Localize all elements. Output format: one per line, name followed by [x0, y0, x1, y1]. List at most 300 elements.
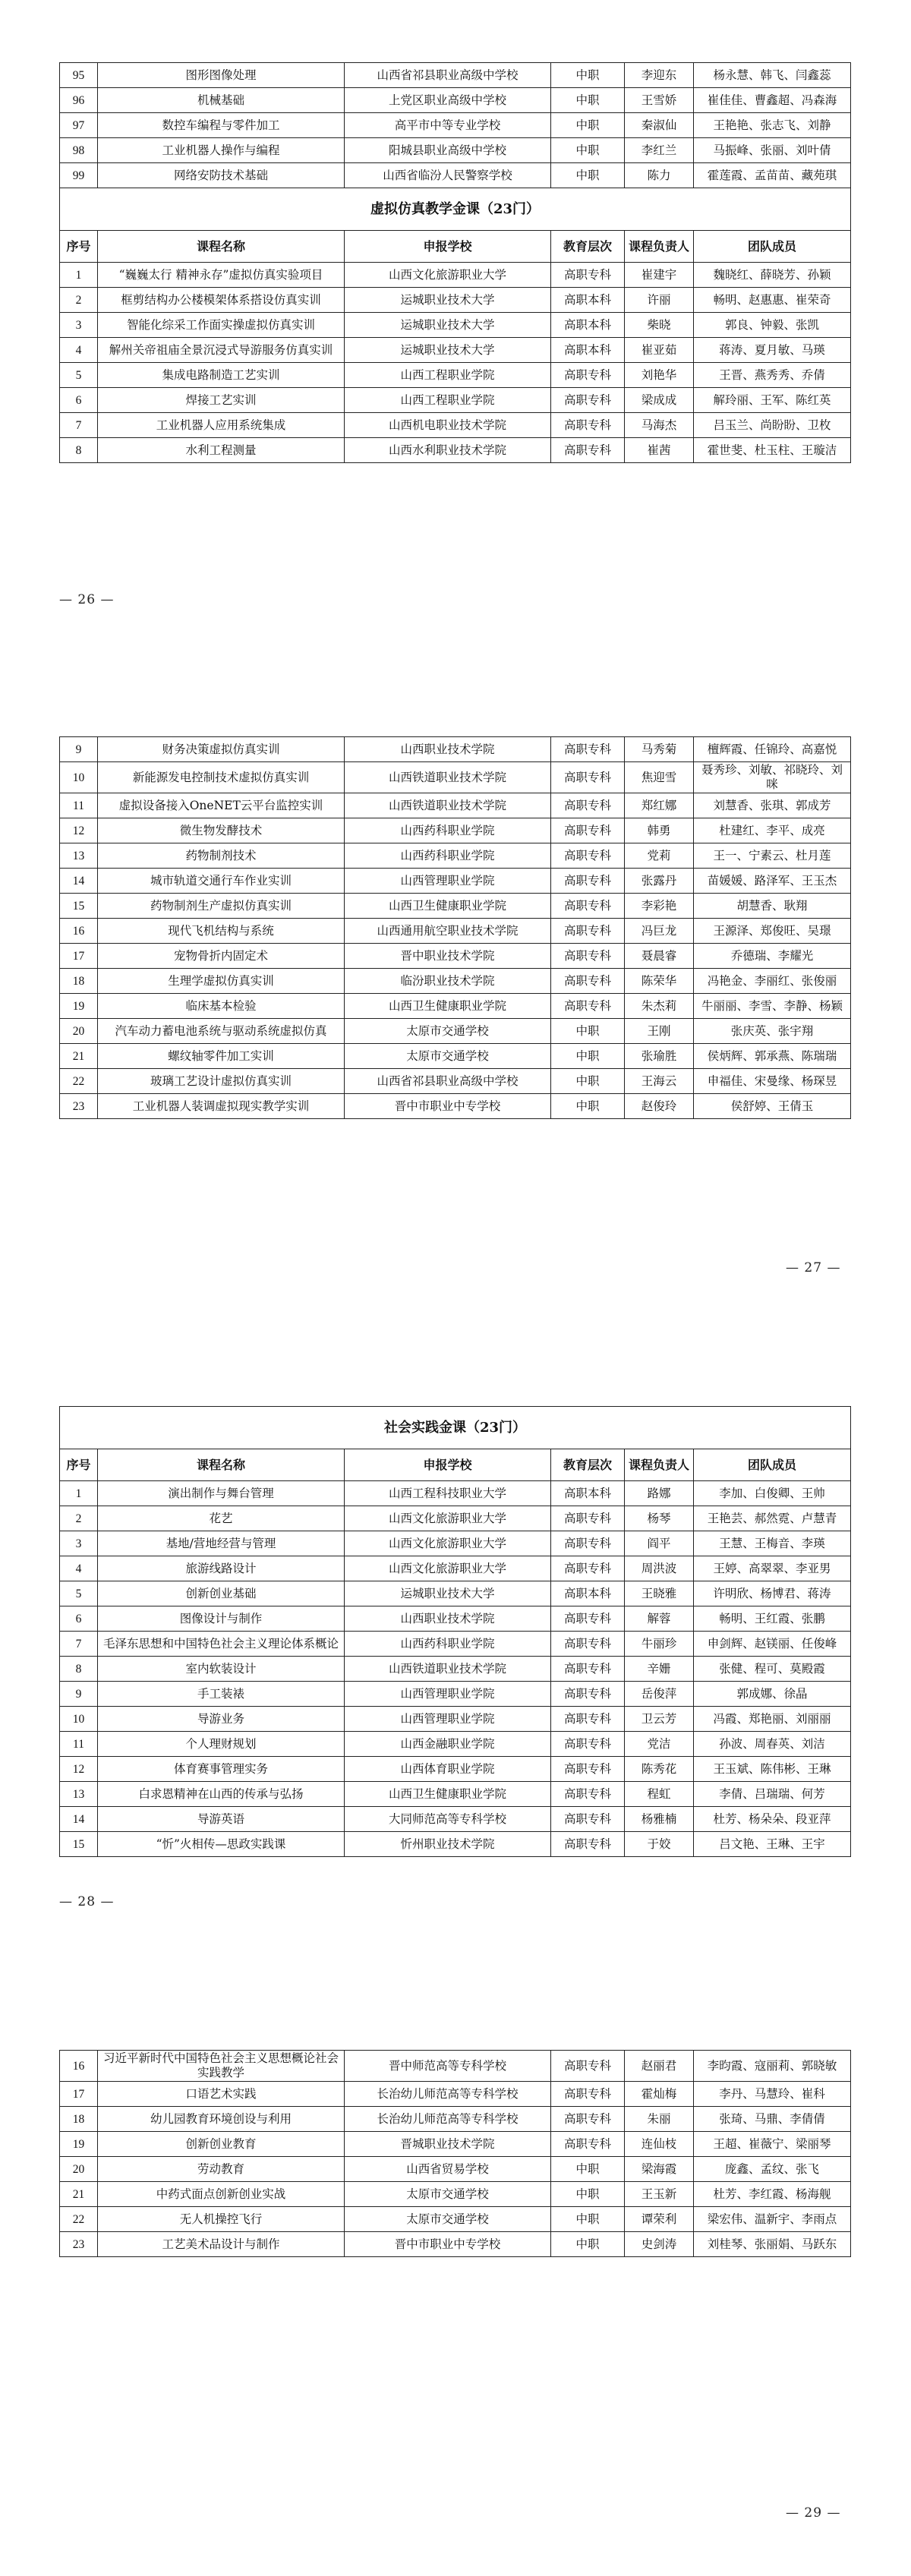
- col-header-course: 课程名称: [98, 1449, 345, 1481]
- cell-school: 长治幼儿师范高等专科学校: [345, 2107, 551, 2132]
- cell-school: 山西管理职业学院: [345, 869, 551, 894]
- cell-school: 山西管理职业学院: [345, 1682, 551, 1707]
- cell-school: 山西省贸易学校: [345, 2157, 551, 2182]
- cell-team: 申福佳、宋曼缘、杨琛昱: [694, 1069, 851, 1094]
- cell-leader: 张瑜胜: [625, 1044, 694, 1069]
- cell-team: 王艳艳、张志飞、刘静: [694, 113, 851, 138]
- cell-course: 水利工程测量: [98, 438, 345, 463]
- cell-school: 太原市交通学校: [345, 2182, 551, 2207]
- table-row: [60, 2082, 851, 2107]
- cell-school: 晋中师范高等专科学校: [345, 2051, 551, 2082]
- cell-leader: 朱杰莉: [625, 994, 694, 1019]
- cell-leader: 于姣: [625, 1832, 694, 1857]
- page-number-28: — 28 —: [59, 1894, 115, 1909]
- cell-team: 乔德瑞、李耀光: [694, 944, 851, 969]
- cell-level: 高职本科: [551, 1581, 625, 1606]
- col-header-level: 教育层次: [551, 231, 625, 263]
- cell-team: 申剑辉、赵镁丽、任俊峰: [694, 1632, 851, 1657]
- cell-team: 冯艳金、李丽红、张俊丽: [694, 969, 851, 994]
- cell-level: 高职专科: [551, 2082, 625, 2107]
- cell-team: 杜芳、李红霞、杨海舰: [694, 2182, 851, 2207]
- page-28: [59, 1406, 850, 1857]
- cell-team: 霍世斐、杜玉柱、王璇洁: [694, 438, 851, 463]
- cell-no: 1: [60, 1481, 98, 1506]
- cell-team: 郭成娜、徐晶: [694, 1682, 851, 1707]
- cell-leader: 连仙枝: [625, 2132, 694, 2157]
- table-row: [60, 2207, 851, 2232]
- cell-school: 山西文化旅游职业大学: [345, 1556, 551, 1581]
- course-table-social-practice-part2: [59, 2050, 851, 2257]
- cell-level: 高职专科: [551, 843, 625, 869]
- cell-leader: 赵丽君: [625, 2051, 694, 2082]
- cell-school: 大同师范高等专科学校: [345, 1807, 551, 1832]
- cell-no: 19: [60, 2132, 98, 2157]
- cell-school: 晋城职业技术学院: [345, 2132, 551, 2157]
- cell-school: 山西工程科技职业大学: [345, 1481, 551, 1506]
- cell-no: 22: [60, 2207, 98, 2232]
- cell-leader: 郑红娜: [625, 793, 694, 818]
- cell-leader: 党莉: [625, 843, 694, 869]
- cell-school: 山西铁道职业技术学院: [345, 1657, 551, 1682]
- cell-no: 8: [60, 1657, 98, 1682]
- cell-level: 高职专科: [551, 1682, 625, 1707]
- table-row: [60, 2107, 851, 2132]
- cell-no: 6: [60, 388, 98, 413]
- cell-no: 3: [60, 1531, 98, 1556]
- cell-school: 山西药科职业学院: [345, 818, 551, 843]
- cell-team: 侯舒婷、王倩玉: [694, 1094, 851, 1119]
- table-row: [60, 1707, 851, 1732]
- table-row: [60, 438, 851, 463]
- table-row: [60, 1832, 851, 1857]
- cell-team: 苗媛媛、路泽军、王玉杰: [694, 869, 851, 894]
- table-row: [60, 1506, 851, 1531]
- table-row: [60, 1581, 851, 1606]
- cell-course: 习近平新时代中国特色社会主义思想概论社会实践教学: [98, 2051, 345, 2082]
- cell-no: 7: [60, 1632, 98, 1657]
- cell-course: “巍巍太行 精神永存”虚拟仿真实验项目: [98, 263, 345, 288]
- course-table-social-practice-part1: [59, 1406, 851, 1857]
- cell-team: 崔佳佳、曹鑫超、冯森海: [694, 88, 851, 113]
- cell-no: 5: [60, 1581, 98, 1606]
- cell-level: 高职本科: [551, 1481, 625, 1506]
- cell-leader: 焦迎雪: [625, 762, 694, 793]
- table-row: [60, 1531, 851, 1556]
- cell-leader: 刘艳华: [625, 363, 694, 388]
- cell-team: 聂秀珍、刘敏、祁晓玲、刘咪: [694, 762, 851, 793]
- cell-no: 99: [60, 163, 98, 188]
- table-row: [60, 762, 851, 793]
- cell-course: 焊接工艺实训: [98, 388, 345, 413]
- cell-leader: 崔亚茹: [625, 338, 694, 363]
- cell-level: 中职: [551, 2232, 625, 2257]
- cell-course: 解州关帝祖庙全景沉浸式导游服务仿真实训: [98, 338, 345, 363]
- cell-school: 山西省祁县职业高级中学校: [345, 1069, 551, 1094]
- cell-no: 20: [60, 2157, 98, 2182]
- cell-level: 高职专科: [551, 2107, 625, 2132]
- table-row: [60, 1044, 851, 1069]
- cell-level: 高职专科: [551, 762, 625, 793]
- cell-team: 吕文艳、王琳、王宇: [694, 1832, 851, 1857]
- header-row: [60, 231, 851, 263]
- cell-leader: 柴晓: [625, 313, 694, 338]
- table-row: [60, 2051, 851, 2082]
- cell-school: 运城职业技术大学: [345, 313, 551, 338]
- cell-team: 王超、崔薇宁、梁丽琴: [694, 2132, 851, 2157]
- cell-school: 太原市交通学校: [345, 1044, 551, 1069]
- cell-team: 檀辉霞、任锦玲、高嘉悦: [694, 737, 851, 762]
- cell-team: 刘慧香、张琪、郭成芳: [694, 793, 851, 818]
- cell-school: 山西文化旅游职业大学: [345, 1506, 551, 1531]
- cell-leader: 秦淑仙: [625, 113, 694, 138]
- cell-no: 12: [60, 1757, 98, 1782]
- table-row: [60, 113, 851, 138]
- cell-no: 2: [60, 1506, 98, 1531]
- page-26: [59, 62, 850, 463]
- cell-no: 22: [60, 1069, 98, 1094]
- cell-school: 运城职业技术大学: [345, 288, 551, 313]
- table-row: [60, 1632, 851, 1657]
- cell-level: 高职专科: [551, 2132, 625, 2157]
- table-row: [60, 1094, 851, 1119]
- cell-no: 96: [60, 88, 98, 113]
- table-row: [60, 894, 851, 919]
- cell-course: 现代飞机结构与系统: [98, 919, 345, 944]
- cell-school: 晋中市职业中专学校: [345, 1094, 551, 1119]
- cell-course: 宠物骨折内固定术: [98, 944, 345, 969]
- cell-course: 毛泽东思想和中国特色社会主义理论体系概论: [98, 1632, 345, 1657]
- cell-no: 20: [60, 1019, 98, 1044]
- cell-no: 23: [60, 2232, 98, 2257]
- table-row: [60, 1682, 851, 1707]
- cell-team: 杜建红、李平、成亮: [694, 818, 851, 843]
- table-row: [60, 1782, 851, 1807]
- cell-level: 中职: [551, 163, 625, 188]
- page-27: [59, 736, 850, 1119]
- cell-no: 14: [60, 1807, 98, 1832]
- cell-school: 山西职业技术学院: [345, 737, 551, 762]
- table-row: [60, 363, 851, 388]
- cell-leader: 王海云: [625, 1069, 694, 1094]
- cell-team: 王一、宁素云、杜月莲: [694, 843, 851, 869]
- cell-level: 高职专科: [551, 413, 625, 438]
- cell-level: 高职专科: [551, 363, 625, 388]
- section-title: 社会实践金课（23门）: [60, 1407, 851, 1449]
- cell-level: 中职: [551, 1094, 625, 1119]
- cell-leader: 王玉新: [625, 2182, 694, 2207]
- cell-leader: 冯巨龙: [625, 919, 694, 944]
- col-header-team: 团队成员: [694, 231, 851, 263]
- cell-team: 李加、白俊卿、王帅: [694, 1481, 851, 1506]
- course-table-virtual-sim-part2: [59, 736, 851, 1119]
- cell-school: 山西卫生健康职业学院: [345, 894, 551, 919]
- cell-team: 张健、程可、莫殿霞: [694, 1657, 851, 1682]
- cell-team: 庞鑫、孟纹、张飞: [694, 2157, 851, 2182]
- cell-team: 王晋、燕秀秀、乔倩: [694, 363, 851, 388]
- cell-team: 蒋涛、夏月敏、马瑛: [694, 338, 851, 363]
- cell-school: 山西卫生健康职业学院: [345, 1782, 551, 1807]
- cell-level: 高职专科: [551, 1732, 625, 1757]
- cell-level: 高职专科: [551, 438, 625, 463]
- table-row: [60, 263, 851, 288]
- cell-course: 临床基本检验: [98, 994, 345, 1019]
- cell-level: 高职本科: [551, 288, 625, 313]
- cell-course: 口语艺术实践: [98, 2082, 345, 2107]
- cell-team: 李丹、马慧玲、崔科: [694, 2082, 851, 2107]
- cell-course: 幼儿园教育环境创设与利用: [98, 2107, 345, 2132]
- cell-team: 杜芳、杨朵朵、段亚萍: [694, 1807, 851, 1832]
- table-row: [60, 843, 851, 869]
- section-title-row: [60, 1407, 851, 1449]
- cell-no: 1: [60, 263, 98, 288]
- cell-course: 生理学虚拟仿真实训: [98, 969, 345, 994]
- cell-level: 高职专科: [551, 1807, 625, 1832]
- cell-school: 山西通用航空职业技术学院: [345, 919, 551, 944]
- col-header-course: 课程名称: [98, 231, 345, 263]
- cell-school: 上党区职业高级中学校: [345, 88, 551, 113]
- cell-course: 城市轨道交通行车作业实训: [98, 869, 345, 894]
- cell-course: 数控车编程与零件加工: [98, 113, 345, 138]
- header-row: [60, 1449, 851, 1481]
- cell-no: 97: [60, 113, 98, 138]
- cell-leader: 陈秀花: [625, 1757, 694, 1782]
- cell-course: 室内软装设计: [98, 1657, 345, 1682]
- table-row: [60, 2182, 851, 2207]
- cell-leader: 陈力: [625, 163, 694, 188]
- table-row: [60, 1556, 851, 1581]
- cell-school: 山西工程职业学院: [345, 388, 551, 413]
- page-number-27: — 27 —: [786, 1260, 841, 1275]
- cell-school: 山西省临汾人民警察学校: [345, 163, 551, 188]
- cell-team: 王玉斌、陈伟彬、王琳: [694, 1757, 851, 1782]
- cell-no: 10: [60, 762, 98, 793]
- cell-course: 演出制作与舞台管理: [98, 1481, 345, 1506]
- table-row: [60, 818, 851, 843]
- cell-course: 药物制剂生产虚拟仿真实训: [98, 894, 345, 919]
- cell-school: 山西文化旅游职业大学: [345, 1531, 551, 1556]
- cell-team: 马振峰、张丽、刘叶倩: [694, 138, 851, 163]
- cell-level: 高职专科: [551, 1657, 625, 1682]
- section-title: 虚拟仿真教学金课（23门）: [60, 188, 851, 231]
- cell-school: 山西机电职业技术学院: [345, 413, 551, 438]
- cell-school: 山西职业技术学院: [345, 1606, 551, 1632]
- cell-course: 机械基础: [98, 88, 345, 113]
- cell-level: 中职: [551, 63, 625, 88]
- cell-no: 21: [60, 2182, 98, 2207]
- cell-level: 高职专科: [551, 1606, 625, 1632]
- table-row: [60, 1757, 851, 1782]
- cell-course: “忻”火相传—思政实践课: [98, 1832, 345, 1857]
- cell-no: 16: [60, 919, 98, 944]
- cell-leader: 聂晨睿: [625, 944, 694, 969]
- cell-level: 高职专科: [551, 969, 625, 994]
- cell-no: 19: [60, 994, 98, 1019]
- cell-school: 高平市中等专业学校: [345, 113, 551, 138]
- cell-school: 山西文化旅游职业大学: [345, 263, 551, 288]
- cell-no: 7: [60, 413, 98, 438]
- cell-course: 汽车动力蓄电池系统与驱动系统虚拟仿真: [98, 1019, 345, 1044]
- cell-no: 21: [60, 1044, 98, 1069]
- cell-level: 中职: [551, 2182, 625, 2207]
- cell-level: 中职: [551, 113, 625, 138]
- cell-team: 牛丽丽、李雪、李静、杨颖: [694, 994, 851, 1019]
- cell-school: 长治幼儿师范高等专科学校: [345, 2082, 551, 2107]
- cell-team: 王源泽、郑俊旺、吴璟: [694, 919, 851, 944]
- cell-school: 山西管理职业学院: [345, 1707, 551, 1732]
- cell-team: 张琦、马鼎、李倩倩: [694, 2107, 851, 2132]
- table-row: [60, 1481, 851, 1506]
- cell-team: 胡慧香、耿翔: [694, 894, 851, 919]
- table-row: [60, 1069, 851, 1094]
- cell-team: 刘桂琴、张丽娟、马跃东: [694, 2232, 851, 2257]
- col-header-no: 序号: [60, 1449, 98, 1481]
- cell-team: 孙波、周春英、刘洁: [694, 1732, 851, 1757]
- cell-level: 高职专科: [551, 894, 625, 919]
- cell-leader: 解蓉: [625, 1606, 694, 1632]
- cell-course: 旅游线路设计: [98, 1556, 345, 1581]
- cell-school: 山西省祁县职业高级中学校: [345, 63, 551, 88]
- cell-team: 霍莲霞、孟苗苗、藏苑琪: [694, 163, 851, 188]
- cell-team: 吕玉兰、尚盼盼、卫枚: [694, 413, 851, 438]
- course-table-virtual-sim-part1: [59, 62, 851, 463]
- cell-no: 3: [60, 313, 98, 338]
- cell-level: 中职: [551, 2207, 625, 2232]
- cell-school: 山西水利职业技术学院: [345, 438, 551, 463]
- cell-course: 虚拟设备接入OneNET云平台监控实训: [98, 793, 345, 818]
- cell-school: 临汾职业技术学院: [345, 969, 551, 994]
- cell-team: 李倩、吕瑞瑞、何芳: [694, 1782, 851, 1807]
- cell-school: 山西铁道职业技术学院: [345, 762, 551, 793]
- cell-team: 侯炳辉、郭承燕、陈瑞瑞: [694, 1044, 851, 1069]
- cell-leader: 陈荣华: [625, 969, 694, 994]
- cell-leader: 韩勇: [625, 818, 694, 843]
- table-row: [60, 288, 851, 313]
- cell-school: 运城职业技术大学: [345, 338, 551, 363]
- cell-course: 白求恩精神在山西的传承与弘扬: [98, 1782, 345, 1807]
- cell-course: 手工装裱: [98, 1682, 345, 1707]
- cell-course: 框剪结构办公楼模架体系搭设仿真实训: [98, 288, 345, 313]
- cell-leader: 赵俊玲: [625, 1094, 694, 1119]
- cell-leader: 梁成成: [625, 388, 694, 413]
- cell-leader: 霍灿梅: [625, 2082, 694, 2107]
- col-header-school: 申报学校: [345, 1449, 551, 1481]
- cell-school: 山西体育职业学院: [345, 1757, 551, 1782]
- table-row: [60, 1807, 851, 1832]
- cell-leader: 王晓雅: [625, 1581, 694, 1606]
- cell-team: 王婷、高翠翠、李亚男: [694, 1556, 851, 1581]
- cell-leader: 阎平: [625, 1531, 694, 1556]
- cell-leader: 党洁: [625, 1732, 694, 1757]
- cell-level: 高职专科: [551, 1782, 625, 1807]
- cell-level: 中职: [551, 2157, 625, 2182]
- cell-no: 6: [60, 1606, 98, 1632]
- cell-no: 17: [60, 944, 98, 969]
- cell-team: 张庆英、张宇翔: [694, 1019, 851, 1044]
- cell-team: 郭良、钟毅、张凯: [694, 313, 851, 338]
- cell-course: 工业机器人装调虚拟现实教学实训: [98, 1094, 345, 1119]
- cell-level: 中职: [551, 1069, 625, 1094]
- cell-no: 13: [60, 843, 98, 869]
- cell-leader: 周洪波: [625, 1556, 694, 1581]
- cell-school: 山西药科职业学院: [345, 1632, 551, 1657]
- cell-level: 高职专科: [551, 793, 625, 818]
- col-header-leader: 课程负责人: [625, 231, 694, 263]
- cell-no: 4: [60, 1556, 98, 1581]
- cell-leader: 辛姗: [625, 1657, 694, 1682]
- cell-level: 高职专科: [551, 1531, 625, 1556]
- cell-course: 中药式面点创新创业实战: [98, 2182, 345, 2207]
- cell-team: 李昀霞、寇丽莉、郭晓敏: [694, 2051, 851, 2082]
- cell-no: 8: [60, 438, 98, 463]
- cell-school: 山西金融职业学院: [345, 1732, 551, 1757]
- cell-leader: 杨琴: [625, 1506, 694, 1531]
- cell-no: 14: [60, 869, 98, 894]
- page-29: [59, 2050, 850, 2257]
- cell-no: 16: [60, 2051, 98, 2082]
- cell-school: 晋中市职业中专学校: [345, 2232, 551, 2257]
- table-row: [60, 919, 851, 944]
- cell-level: 高职专科: [551, 944, 625, 969]
- cell-leader: 程虹: [625, 1782, 694, 1807]
- cell-no: 95: [60, 63, 98, 88]
- table-row: [60, 969, 851, 994]
- cell-no: 12: [60, 818, 98, 843]
- cell-no: 13: [60, 1782, 98, 1807]
- table-row: [60, 88, 851, 113]
- cell-school: 运城职业技术大学: [345, 1581, 551, 1606]
- cell-course: 导游业务: [98, 1707, 345, 1732]
- cell-leader: 岳俊萍: [625, 1682, 694, 1707]
- table-row: [60, 163, 851, 188]
- cell-level: 中职: [551, 138, 625, 163]
- cell-no: 98: [60, 138, 98, 163]
- col-header-no: 序号: [60, 231, 98, 263]
- cell-school: 太原市交通学校: [345, 2207, 551, 2232]
- cell-school: 忻州职业技术学院: [345, 1832, 551, 1857]
- cell-course: 个人理财规划: [98, 1732, 345, 1757]
- cell-level: 高职专科: [551, 263, 625, 288]
- cell-level: 高职专科: [551, 994, 625, 1019]
- cell-level: 高职专科: [551, 869, 625, 894]
- cell-no: 10: [60, 1707, 98, 1732]
- cell-leader: 李红兰: [625, 138, 694, 163]
- cell-course: 花艺: [98, 1506, 345, 1531]
- cell-school: 太原市交通学校: [345, 1019, 551, 1044]
- cell-level: 高职专科: [551, 1556, 625, 1581]
- cell-school: 阳城县职业高级中学校: [345, 138, 551, 163]
- cell-team: 畅明、赵惠惠、崔荣奇: [694, 288, 851, 313]
- cell-course: 工艺美术品设计与制作: [98, 2232, 345, 2257]
- cell-leader: 朱丽: [625, 2107, 694, 2132]
- cell-level: 高职专科: [551, 1632, 625, 1657]
- table-row: [60, 793, 851, 818]
- cell-level: 中职: [551, 1044, 625, 1069]
- cell-no: 17: [60, 2082, 98, 2107]
- cell-level: 高职专科: [551, 737, 625, 762]
- cell-level: 高职专科: [551, 388, 625, 413]
- cell-team: 解玲丽、王军、陈红英: [694, 388, 851, 413]
- cell-course: 螺纹轴零件加工实训: [98, 1044, 345, 1069]
- cell-course: 创新创业基础: [98, 1581, 345, 1606]
- cell-leader: 崔建宇: [625, 263, 694, 288]
- cell-leader: 杨雅楠: [625, 1807, 694, 1832]
- table-row: [60, 944, 851, 969]
- cell-course: 智能化综采工作面实操虚拟仿真实训: [98, 313, 345, 338]
- col-header-level: 教育层次: [551, 1449, 625, 1481]
- table-row: [60, 138, 851, 163]
- cell-level: 高职本科: [551, 313, 625, 338]
- cell-team: 杨永慧、韩飞、闫鑫蕊: [694, 63, 851, 88]
